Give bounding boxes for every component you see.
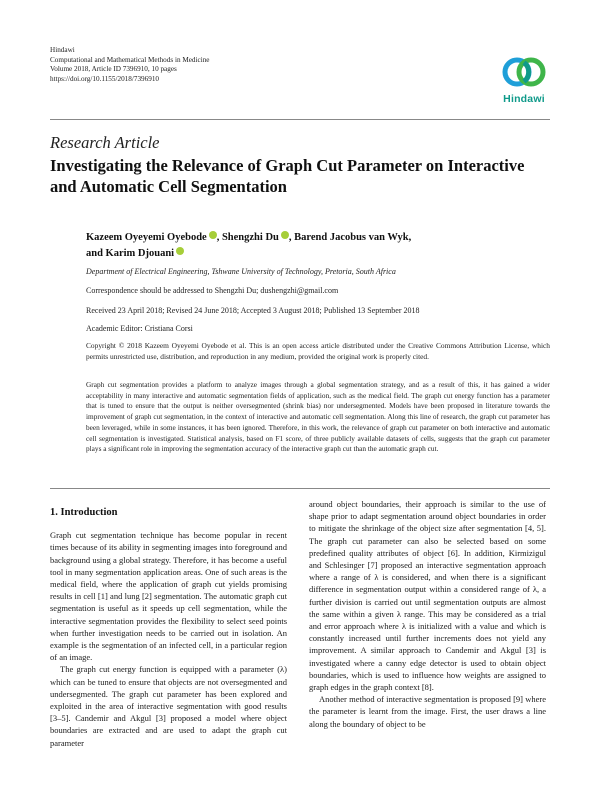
article-type: Research Article <box>50 133 160 152</box>
section-heading: 1. Introduction <box>50 507 118 518</box>
paragraph: Graph cut segmentation technique has become popular in recent times because of its ability in segmenting images into foreground and background using a global strategy. Therefore, it has become a useful tool in many segmentation application areas. One of such areas is the medical field, where the application of graph cut yields promising results in cell [1] and lung [2] segmentation. The automatic graph cut segmentation is useful as it speeds up cell segmentation, while the interactive segmentation provides the flexibility to select seed points when further investigation needs to be carried out in isolation. An example is the segmentation of an infected cell, in a particular region of an image. <box>50 530 287 663</box>
paragraph: around object boundaries, their approach is similar to the use of shape prior to adapt segmentation around object boundaries in order to mitigate the shrinkage of the object size after segmentation [4, 5]. The graph cut parameter can also be selected based on some predefined quality attributes of object [6]. In addition, Kirmizigul and Schlesinger [7] proposed an interactive segmentation approach where a range of λ is considered, and when there is a significant difference in segmentation output within a considered range of λ, a further division is carried out until segmentation outputs are almost the same within a given λ range. This may be considered as a trial and error approach where λ is initialized with a value and which is constantly increased until further increments does not yield any improvement. A similar approach to Candemir and Akgul [3] is investigated where a canny edge detector is used to obtain object boundaries, which is used to influence how weights are assigned to graph edges in the graph context [8]. <box>309 499 546 693</box>
orcid-icon[interactable] <box>209 231 217 239</box>
volume-line: Volume 2018, Article ID 7396910, 10 pages <box>50 65 177 73</box>
journal-metadata <box>50 46 210 84</box>
publisher-name: Hindawi <box>50 46 75 54</box>
affiliation: Department of Electrical Engineering, Tshwane University of Technology, Pretoria, South Africa <box>86 267 396 276</box>
orcid-icon[interactable] <box>176 247 184 255</box>
author-name: Kazeem Oyeyemi Oyebode <box>86 232 207 243</box>
publication-dates: Received 23 April 2018; Revised 24 June 2018; Accepted 3 August 2018; Published 13 September 2018 <box>86 306 420 315</box>
author-name: , Barend Jacobus van Wyk, <box>288 232 412 243</box>
paragraph: The graph cut energy function is equipped with a parameter (λ) which can be tuned to ensure that objects are not oversegmented and undersegmented. The graph cut parameter has been explored and exploited in the area of interactive segmentation with good results [3–5]. Candemir and Akgul [3] proposed a model where object boundaries are extracted and are used to adapt the graph cut parameter <box>50 664 287 748</box>
abstract: Graph cut segmentation provides a platform to analyze images through a global segmentation strategy, and as a result of this, it has gained a wider acceptability in many interactive and automatic segmentation fields of application, such as the medical field. The graph cut energy function has a parameter that is tuned to ensure that the output is neither oversegmented (shrink bias) nor undersegmented. Models have been proposed in literature towards the improvement of graph cut segmentation, in the context of interactive and automatic cell segmentation. Along this line of research, the graph cut parameter has been leveraged, while in some instances, it has been ignored. Therefore, in this work, the relevance of graph cut parameter on both interactive and automatic cell segmentation is investigated. Statistical analysis, based on F1 score, of three publicly available datasets of cells, suggests that the graph cut parameter plays a significant role in improving the segmentation accuracy of the interactive graph cut than the automatic graph cut. <box>86 380 550 454</box>
paper-title: Investigating the Relevance of Graph Cut Parameter on Interactive and Automatic Cell Segmentation <box>50 156 525 196</box>
orcid-icon[interactable] <box>281 231 289 239</box>
abstract-divider <box>50 488 550 489</box>
author-name: and Karim Djouani <box>86 248 175 259</box>
correspondence: Correspondence should be addressed to Shengzhi Du; dushengzhi@gmail.com <box>86 286 339 295</box>
copyright-notice: Copyright © 2018 Kazeem Oyeyemi Oyebode et al. This is an open access article distributed under the Creative Commons Attribution License, which permits unrestricted use, distribution, and reproduction in any medium, provided the original work is properly cited. <box>86 341 550 361</box>
doi-link[interactable]: https://doi.org/10.1155/2018/7396910 <box>50 74 160 83</box>
header-divider <box>50 119 550 120</box>
author-name: , Shengzhi Du <box>216 232 279 243</box>
author-list <box>86 230 526 262</box>
paragraph: Another method of interactive segmentation is proposed [9] where the parameter is learnt from the image. First, the user draws a line along the boundary of object to be <box>309 694 546 729</box>
left-column <box>50 502 287 749</box>
logo-wordmark: Hindawi <box>503 93 545 105</box>
right-column <box>309 498 546 730</box>
academic-editor: Academic Editor: Cristiana Corsi <box>86 324 193 333</box>
journal-name: Computational and Mathematical Methods in Medicine <box>50 55 210 64</box>
